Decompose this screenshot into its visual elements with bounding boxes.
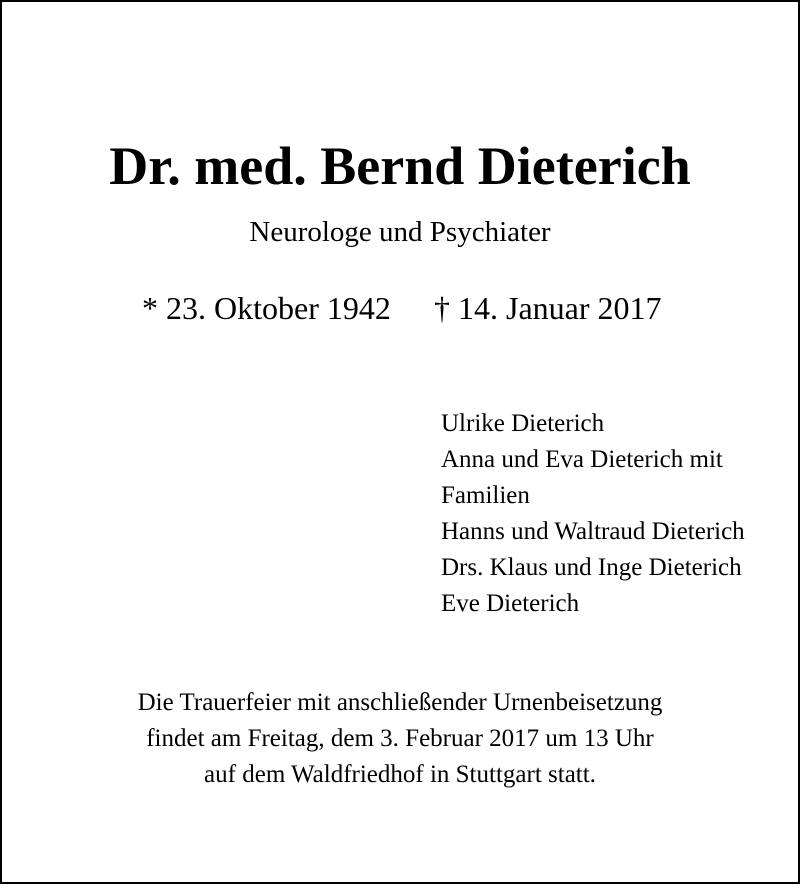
birth-date: * 23. Oktober 1942 <box>142 290 391 326</box>
funeral-line: Die Trauerfeier mit anschließender Urnenbeisetzung <box>137 689 663 716</box>
mourner-name: Ulrike Dieterich <box>441 410 605 437</box>
mourner-name: Hanns und Waltraud Dieterich <box>441 518 745 545</box>
funeral-line: auf dem Waldfriedhof in Stuttgart statt. <box>204 761 596 788</box>
deceased-name: Dr. med. Bernd Dieterich <box>109 136 691 196</box>
mourner-name: Eve Dieterich <box>441 590 580 617</box>
funeral-announcement <box>2 685 798 793</box>
funeral-line: findet am Freitag, dem 3. Februar 2017 um 13 Uhr <box>146 725 654 752</box>
mourners-list <box>441 406 745 622</box>
mourner-name: Drs. Klaus und Inge Dieterich <box>441 554 742 581</box>
profession: Neurologe und Psychiater <box>249 216 551 248</box>
death-date: † 14. Januar 2017 <box>434 290 662 326</box>
mourner-name: Familien <box>441 482 530 509</box>
mourner-name: Anna und Eva Dieterich mit <box>441 446 723 473</box>
